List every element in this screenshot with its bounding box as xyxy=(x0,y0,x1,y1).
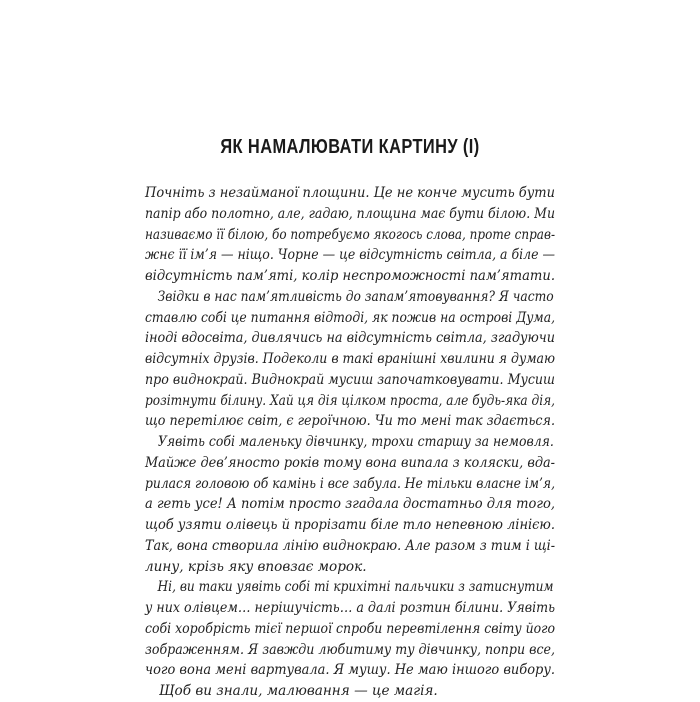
text-line: про виднокрай. Виднокрай мусиш започатковувати. Мусиш xyxy=(145,371,556,388)
text-line: називаємо її білою, бо потребуємо якогось слова, проте справ- xyxy=(145,226,556,243)
chapter-title: ЯК НАМАЛЮВАТИ КАРТИНУ (І) xyxy=(220,136,480,158)
text-line: у них олівцем… нерішучість… а далі розтин білини. Уявіть xyxy=(145,600,556,616)
text-line: Звідки в нас пам’ятливість до запам’ятовування? Я часто xyxy=(157,288,554,305)
text-line: іноді вдосвіта, дивлячись на відсутність світла, згадуючи xyxy=(145,330,556,347)
text-line: розітнути білину. Хай ця дія цілком проста, але будь-яка дія, xyxy=(145,392,555,409)
text-line: Так, вона створила лінію виднокраю. Але разом з тим і щі- xyxy=(145,537,556,554)
text-line: Майже дев’яносто років тому вона випала з коляски, вда- xyxy=(145,454,556,471)
text-line: лину, крізь яку вповзає морок. xyxy=(145,558,367,575)
text-line: Ні, ви таки уявіть собі ті крихітні пальчики з затиснутим xyxy=(157,579,554,596)
text-line: Щоб ви знали, малювання — це магія. xyxy=(159,683,438,699)
text-line: ставлю собі це питання відтоді, як пожив на острові Дума, xyxy=(145,309,556,326)
text-line: чого вона мені вартувала. Я мушу. Не маю іншого вибору. xyxy=(145,662,556,679)
text-line: відсутність пам’яті, колір неспроможності пам’ятати. xyxy=(145,268,556,284)
text-line: а геть усе! А потім просто згадала достатньо для того, xyxy=(145,496,556,513)
text-line: Почніть з незайманої площини. Це не конче мусить бути xyxy=(145,185,555,201)
body-text xyxy=(145,183,555,702)
text-line: що перетілює світ, є героїчною. Чи то мені так здається. xyxy=(145,413,556,430)
text-line: щоб узяти олівець й прорізати біле тло непевною лінією. xyxy=(145,517,555,533)
text-line: папір або полотно, але, гадаю, площина має бути білою. Ми xyxy=(145,205,556,222)
text-line: зображенням. Я завжди любитиму ту дівчинку, попри все, xyxy=(145,641,555,658)
text-line: собі хоробрість тієї першої спроби перевтілення світу його xyxy=(145,620,556,637)
text-line: відсутніх друзів. Подеколи в такі вранішні хвилини я думаю xyxy=(145,351,555,367)
text-line: жнє її ім’я — ніщо. Чорне — це відсутність світла, а біле — xyxy=(145,247,555,264)
text-line: Уявіть собі маленьку дівчинку, трохи старшу за немовля. xyxy=(157,434,554,450)
text-line: рилася головою об камінь і все забула. Не тільки власне ім’я, xyxy=(145,475,556,492)
